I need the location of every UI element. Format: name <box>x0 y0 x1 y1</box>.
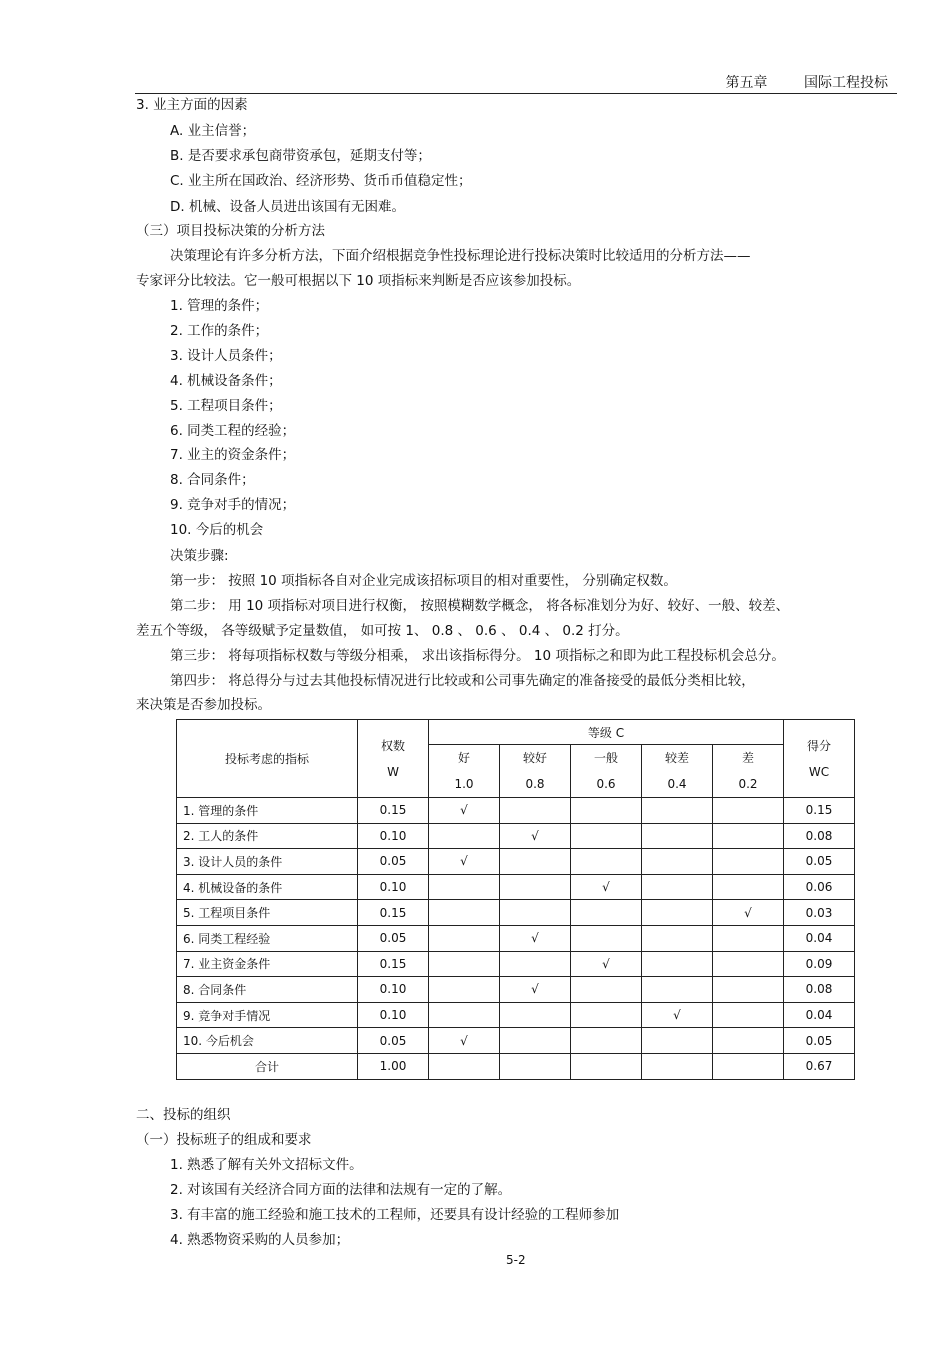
score-rows <box>177 798 855 1054</box>
grade-check-mark: √ <box>571 951 642 977</box>
col-weight-header <box>358 720 429 798</box>
grade-cell <box>571 798 642 824</box>
row-weight: 0.10 <box>358 874 429 900</box>
row-weight: 0.15 <box>358 798 429 824</box>
grade-level: 一般 0.6 <box>571 745 642 798</box>
grade-cell <box>713 798 784 824</box>
grade-cell <box>500 798 571 824</box>
table-row <box>177 977 855 1003</box>
grade-cell <box>429 977 500 1003</box>
grade-cell <box>571 1028 642 1054</box>
grade-cell <box>571 900 642 926</box>
header-rule <box>135 93 897 94</box>
indicator-item: 2. 工作的条件； <box>170 323 269 339</box>
grade-check-mark: √ <box>500 925 571 951</box>
grade-cell <box>429 951 500 977</box>
grade-check-mark: √ <box>500 823 571 849</box>
row-indicator: 10. 今后机会 <box>177 1028 358 1054</box>
grade-cell <box>713 1028 784 1054</box>
grade-cell <box>713 1002 784 1028</box>
table-row <box>177 925 855 951</box>
row-indicator: 8. 合同条件 <box>177 977 358 1003</box>
step-2-line: 第二步： 用 10 项指标对项目进行权衡， 按照模糊数学概念， 将各标准划分为好、较好、一般、较差、 <box>170 598 790 614</box>
indicator-item: 1. 管理的条件； <box>170 298 269 314</box>
row-score: 0.06 <box>784 874 855 900</box>
table-header-row <box>177 720 855 745</box>
grade-cell <box>642 900 713 926</box>
col-weight-label: 权数 <box>380 738 405 753</box>
row-weight: 0.05 <box>358 849 429 875</box>
grade-level: 好 1.0 <box>429 745 500 798</box>
row-score: 0.08 <box>784 823 855 849</box>
row-score: 0.05 <box>784 849 855 875</box>
grade-cell <box>429 1002 500 1028</box>
row-weight: 0.15 <box>358 900 429 926</box>
grade-check-mark: √ <box>642 1002 713 1028</box>
grade-cell <box>713 849 784 875</box>
organization-item: 1. 熟悉了解有关外文招标文件。 <box>170 1157 363 1173</box>
grade-cell <box>642 823 713 849</box>
table-row <box>177 874 855 900</box>
step-4-line: 第四步： 将总得分与过去其他投标情况进行比较或和公司事先确定的准备接受的最低分类相比较， <box>170 673 755 689</box>
grade-cell <box>642 925 713 951</box>
grade-cell <box>500 951 571 977</box>
table-row <box>177 849 855 875</box>
col-score-header <box>784 720 855 798</box>
total-row <box>177 1053 855 1079</box>
grade-cell <box>500 1053 571 1079</box>
grade-cell <box>713 874 784 900</box>
table-row <box>177 951 855 977</box>
grade-cell <box>713 951 784 977</box>
indicator-item: 6. 同类工程的经验； <box>170 423 296 439</box>
row-weight: 0.10 <box>358 977 429 1003</box>
row-weight: 0.05 <box>358 1028 429 1054</box>
grade-cell <box>571 1053 642 1079</box>
indicator-item: 5. 工程项目条件； <box>170 398 282 414</box>
grade-level: 差 0.2 <box>713 745 784 798</box>
row-indicator: 4. 机械设备的条件 <box>177 874 358 900</box>
indicator-item: 10. 今后的机会 <box>170 522 264 538</box>
row-score: 0.08 <box>784 977 855 1003</box>
step-2-line: 差五个等级， 各等级赋予定量数值， 如可按 1、 0.8 、 0.6 、 0.4 、 0.2 打分。 <box>136 623 629 639</box>
page-header <box>694 72 888 92</box>
row-indicator: 7. 业主资金条件 <box>177 951 358 977</box>
grade-cell <box>642 977 713 1003</box>
header-title: 国际工程投标 <box>804 75 888 91</box>
grade-cell <box>713 823 784 849</box>
grade-cell <box>642 849 713 875</box>
grade-cell <box>713 1053 784 1079</box>
step-1: 第一步： 按照 10 项指标各自对企业完成该招标项目的相对重要性， 分别确定权数。 <box>170 573 677 589</box>
grade-check-mark: √ <box>429 798 500 824</box>
grade-cell <box>429 823 500 849</box>
grade-cell <box>429 874 500 900</box>
grade-cell <box>642 874 713 900</box>
grade-cell <box>500 1028 571 1054</box>
owner-factor-item: A. 业主信誉； <box>170 123 256 139</box>
total-score: 0.67 <box>784 1053 855 1079</box>
col-score-label: 得分 <box>806 738 831 753</box>
grade-cell <box>642 798 713 824</box>
steps-label: 决策步骤: <box>170 548 229 564</box>
organization-item: 3. 有丰富的施工经验和施工技术的工程师，还要具有设计经验的工程师参加 <box>170 1207 620 1223</box>
grade-cell <box>500 874 571 900</box>
grade-cell <box>571 925 642 951</box>
row-indicator: 2. 工人的条件 <box>177 823 358 849</box>
owner-factor-item: D. 机械、设备人员进出该国有无困难。 <box>170 199 405 215</box>
organization-item: 2. 对该国有关经济合同方面的法律和法规有一定的了解。 <box>170 1182 512 1198</box>
grade-cell <box>500 849 571 875</box>
owner-factor-item: C. 业主所在国政治、经济形势、货币币值稳定性； <box>170 173 472 189</box>
indicator-item: 4. 机械设备条件； <box>170 373 282 389</box>
table-row <box>177 900 855 926</box>
indicator-item: 3. 设计人员条件； <box>170 348 282 364</box>
table-row <box>177 1028 855 1054</box>
row-score: 0.15 <box>784 798 855 824</box>
row-indicator: 1. 管理的条件 <box>177 798 358 824</box>
owner-factor-item: B. 是否要求承包商带资承包，延期支付等； <box>170 148 431 164</box>
method-heading: （三）项目投标决策的分析方法 <box>136 223 325 239</box>
grade-cell <box>642 951 713 977</box>
grade-cell <box>642 1028 713 1054</box>
grade-check-mark: √ <box>571 874 642 900</box>
grade-cell <box>429 900 500 926</box>
row-indicator: 6. 同类工程经验 <box>177 925 358 951</box>
row-score: 0.05 <box>784 1028 855 1054</box>
indicator-item: 9. 竞争对手的情况； <box>170 497 296 513</box>
step-3: 第三步： 将每项指标权数与等级分相乘， 求出该指标得分。 10 项指标之和即为此工程投标机会总分。 <box>170 648 785 664</box>
grade-cell <box>500 1002 571 1028</box>
total-weight: 1.00 <box>358 1053 429 1079</box>
owner-factors-heading: 3. 业主方面的因素 <box>136 97 248 113</box>
table-row <box>177 1002 855 1028</box>
method-paragraph-line: 决策理论有许多分析方法，下面介绍根据竞争性投标理论进行投标决策时比较适用的分析方法—— <box>170 248 751 264</box>
organization-item: 4. 熟悉物资采购的人员参加； <box>170 1232 350 1248</box>
page-number: 5-2 <box>506 1253 526 1267</box>
grade-cell <box>571 977 642 1003</box>
grade-check-mark: √ <box>500 977 571 1003</box>
col-indicator-header: 投标考虑的指标 <box>177 720 358 798</box>
grade-check-mark: √ <box>713 900 784 926</box>
grade-cell <box>571 823 642 849</box>
grade-check-mark: √ <box>429 849 500 875</box>
step-4-line: 来决策是否参加投标。 <box>136 697 271 713</box>
organization-subheading: （一）投标班子的组成和要求 <box>136 1132 312 1148</box>
indicator-item: 7. 业主的资金条件； <box>170 447 296 463</box>
indicator-item: 8. 合同条件； <box>170 472 255 488</box>
row-score: 0.04 <box>784 925 855 951</box>
row-weight: 0.05 <box>358 925 429 951</box>
row-indicator: 3. 设计人员的条件 <box>177 849 358 875</box>
row-weight: 0.10 <box>358 1002 429 1028</box>
organization-heading: 二、投标的组织 <box>136 1107 231 1123</box>
row-indicator: 5. 工程项目条件 <box>177 900 358 926</box>
row-score: 0.09 <box>784 951 855 977</box>
grade-cell <box>571 1002 642 1028</box>
total-label: 合计 <box>177 1053 358 1079</box>
table-row <box>177 798 855 824</box>
grade-cell <box>500 900 571 926</box>
grade-level: 较差 0.4 <box>642 745 713 798</box>
grade-cell <box>429 1053 500 1079</box>
row-score: 0.04 <box>784 1002 855 1028</box>
grade-cell <box>571 849 642 875</box>
table-row <box>177 823 855 849</box>
grade-cell <box>642 1053 713 1079</box>
row-weight: 0.15 <box>358 951 429 977</box>
row-score: 0.03 <box>784 900 855 926</box>
col-score-symbol: WC <box>808 764 830 779</box>
grade-cell <box>713 925 784 951</box>
row-weight: 0.10 <box>358 823 429 849</box>
grade-level: 较好 0.8 <box>500 745 571 798</box>
header-chapter: 第五章 <box>725 75 768 91</box>
col-grade-header: 等级 C <box>429 720 784 745</box>
grade-cell <box>429 925 500 951</box>
grade-cell <box>713 977 784 1003</box>
grade-check-mark: √ <box>429 1028 500 1054</box>
scoring-table <box>176 719 855 1080</box>
row-indicator: 9. 竞争对手情况 <box>177 1002 358 1028</box>
col-weight-symbol: W <box>387 764 399 779</box>
method-paragraph-line: 专家评分比较法。它一般可根据以下 10 项指标来判断是否应该参加投标。 <box>136 273 581 289</box>
